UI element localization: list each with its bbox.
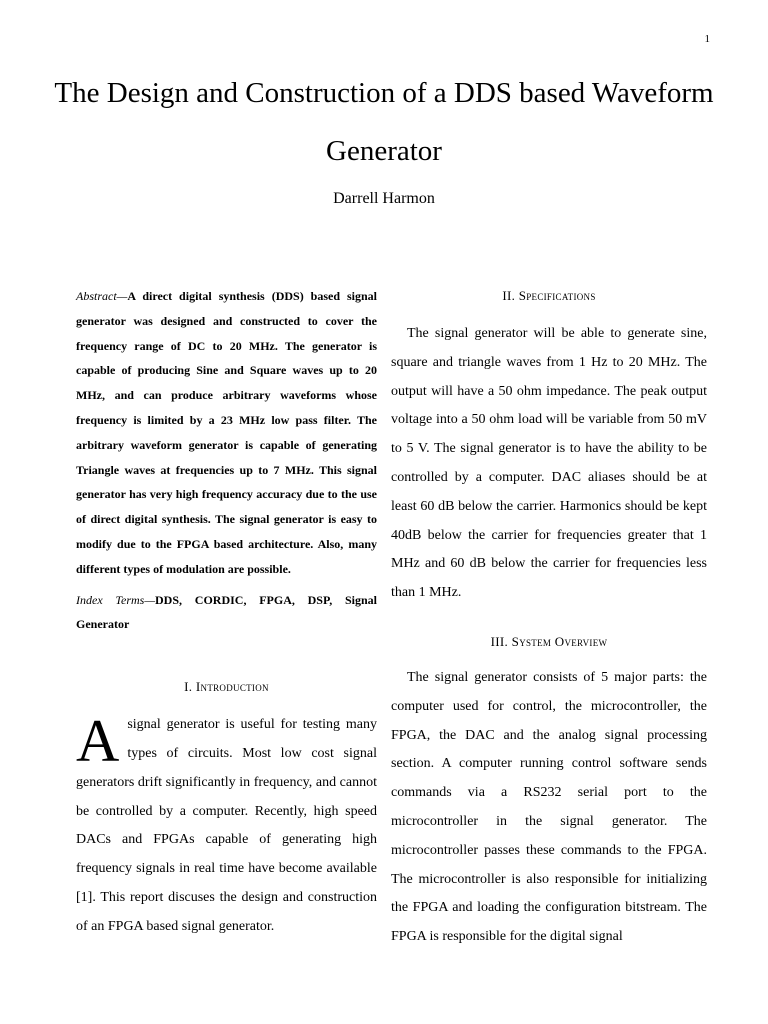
index-terms (76, 588, 377, 638)
index-terms-text: DDS, CORDIC, FPGA, DSP, Signal Generator (76, 592, 377, 632)
right-column (391, 284, 707, 952)
abstract (76, 284, 377, 582)
introduction-text: signal generator is useful for testing many types of circuits. Most low cost signal generators drift significantly in frequency, and cannot be controlled by a computer. Recently, high speed DACs and FPGAs capable of generating high frequency signals in real time have become available [1]. This report discuses the design and construction of an FPGA based signal generator. (76, 717, 377, 934)
section-title: Specifications (518, 288, 596, 303)
index-terms-lead: Index Terms— (76, 592, 155, 607)
section-title: Introduction (195, 679, 269, 695)
section-title: System Overview (511, 633, 608, 649)
section-number: II. (502, 288, 516, 303)
system-overview-body: The signal generator consists of 5 major parts: the computer used for control, the microcontroller, the FPGA, the DAC and the analog signal processing section. A computer running control software sends commands via a RS232 serial port to the microcontroller in the signal generator. The microcontroller passes these commands to the FPGA. The microcontroller is also responsible for initializing the FPGA and loading the configuration bitstream. The FPGA is responsible for the digital signal (391, 669, 707, 945)
abstract-lead: Abstract— (76, 289, 128, 303)
abstract-text: A direct digital synthesis (DDS) based signal generator was designed and constructed to cover the frequency range of DC to 20 MHz. The generator is capable of producing Sine and Square waves up to 20 MHz, and can produce arbitrary waveforms whose frequency is limited by a 23 MHz low pass filter. The arbitrary waveform generator is capable of generating Triangle waves at frequencies up to 7 MHz. This signal generator has very high frequency accuracy due to the use of direct digital synthesis. The signal generator is easy to modify due to the FPGA based architecture. Also, many different types of modulation are possible. (76, 289, 377, 576)
dropcap-letter: A (76, 708, 120, 775)
section-number: III. (490, 633, 509, 649)
introduction-body (76, 708, 377, 941)
section-heading-system-overview (391, 632, 707, 652)
left-column (76, 284, 377, 942)
section-heading-introduction (76, 677, 377, 697)
author-name: Darrell Harmon (333, 190, 435, 207)
page-number: 1 (704, 33, 710, 45)
specifications-body: The signal generator will be able to generate sine, square and triangle waves from 1 Hz to 20 MHz. The output will have a 50 ohm impedance. The peak output voltage into a 50 ohm load will be variable from 50 mV to 5 V. The signal generator is to have the ability to be controlled by a computer. DAC aliases should be at least 60 dB below the carrier. Harmonics should be kept 40dB below the carrier for frequencies greater that 1 MHz and 60 dB below the carrier for frequencies less than 1 MHz. (391, 326, 707, 601)
section-heading-specifications (391, 286, 707, 306)
section-number: I. (184, 679, 193, 695)
paper-title: The Design and Construction of a DDS based Waveform Generator (54, 77, 714, 167)
